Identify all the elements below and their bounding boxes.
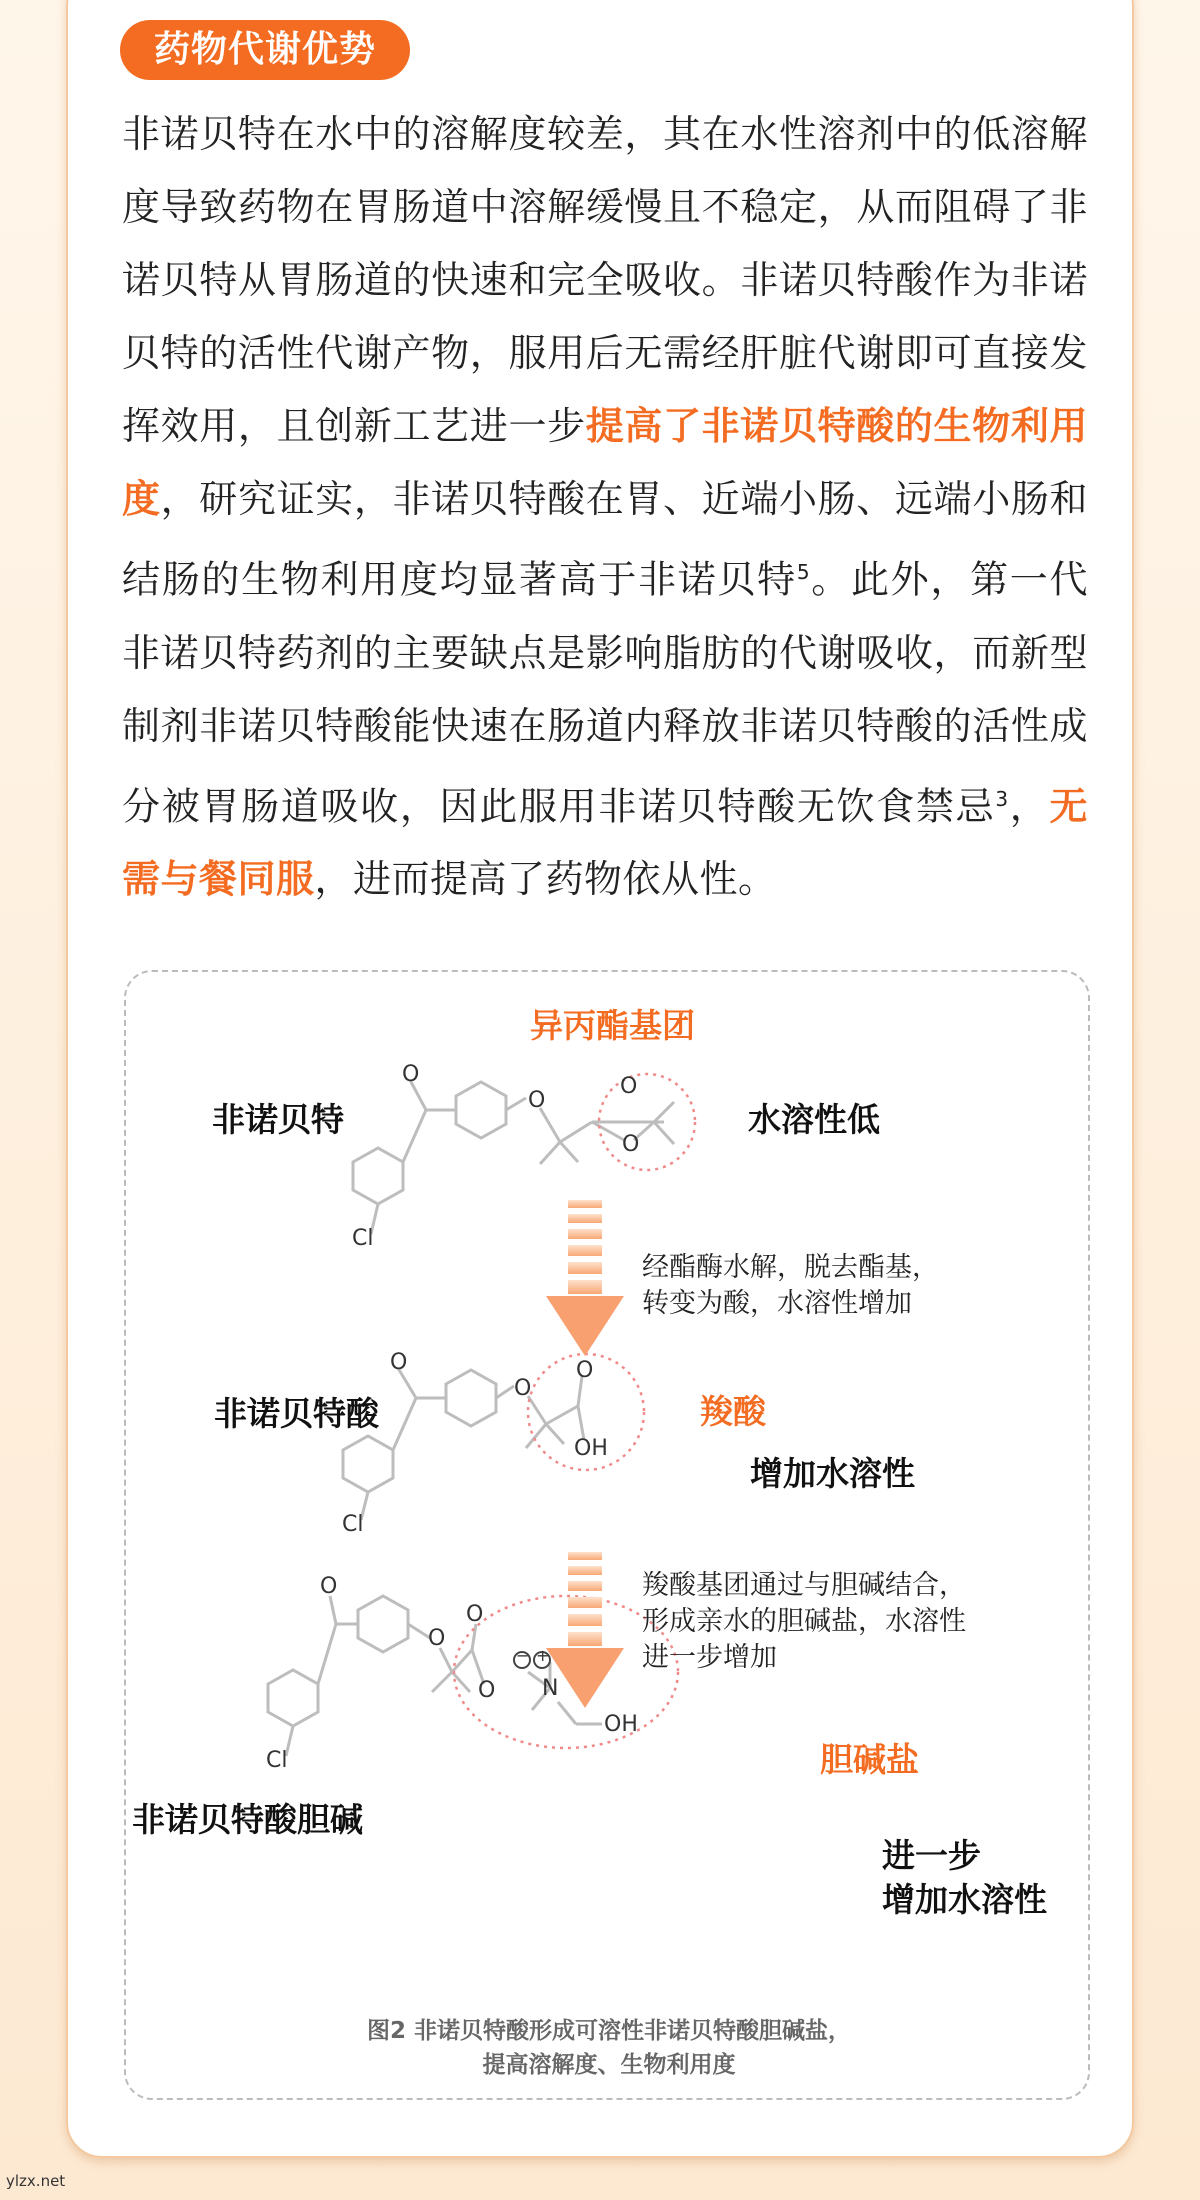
low-solubility-label: 水溶性低 xyxy=(748,1100,880,1139)
body-text-3: 。此外，第一代非诺贝特药剂的主要缺点是影响脂肪的代谢吸收，而新型制剂非诺贝特酸能快速在肠道内释放非诺贝特酸的活性成分被胃肠道吸收，因此服用非诺贝特酸无饮食禁忌 xyxy=(122,557,1088,829)
body-paragraph xyxy=(122,98,1088,916)
atom-o: O xyxy=(576,1358,594,1383)
further-solubility-label-2: 增加水溶性 xyxy=(882,1880,1047,1919)
minus-sign: − xyxy=(516,1646,530,1665)
step-1-text xyxy=(642,1250,939,1322)
reference-3: 3 xyxy=(995,786,1009,811)
further-solubility-label-1: 进一步 xyxy=(882,1836,981,1875)
figure-caption-line-2: 提高溶解度、生物利用度 xyxy=(482,2052,736,2078)
step-2-text xyxy=(642,1568,966,1676)
atom-n: N xyxy=(542,1676,559,1701)
molecule-diagram xyxy=(126,972,1092,2102)
atom-o: O xyxy=(402,1062,420,1087)
body-text-2: ，研究证实，非诺贝特酸在胃、近端小肠、远端小肠和结肠的生物利用度均显著高于非诺贝特 xyxy=(122,477,1088,602)
conversion-arrow-1 xyxy=(546,1200,624,1356)
fenofibric-acid-label: 非诺贝特酸 xyxy=(214,1394,379,1433)
fenofibrate-label: 非诺贝特 xyxy=(212,1100,344,1139)
molecule-fenofibric-acid xyxy=(343,1368,584,1520)
body-text-1: 非诺贝特在水中的溶解度较差，其在水性溶剂中的低溶解度导致药物在胃肠道中溶解缓慢且不稳定，从而阻碍了非诺贝特从胃肠道的快速和完全吸收。非诺贝特酸作为非诺贝特的活性代谢产物，服用后无需经肝脏代谢即可直接发挥效用，且创新工艺进一步 xyxy=(122,112,1088,448)
body-text-4: ， xyxy=(1008,784,1050,829)
atom-o: O xyxy=(428,1626,446,1651)
highlight-bioavailability: 提高了非诺贝特酸的生物利用度 xyxy=(122,404,1088,521)
atom-oh: OH xyxy=(604,1712,638,1737)
highlight-no-food: 无需与餐同服 xyxy=(122,784,1088,902)
atom-o: O xyxy=(622,1132,640,1157)
atom-cl: Cl xyxy=(342,1512,364,1537)
watermark: ylzx.net xyxy=(6,2172,66,2190)
figure-panel xyxy=(124,970,1090,2100)
atom-o: O xyxy=(320,1574,338,1599)
atom-o: O xyxy=(620,1074,638,1099)
atom-o: O xyxy=(514,1376,532,1401)
isopropyl-group-label: 异丙酯基团 xyxy=(530,1006,695,1045)
atom-o: O xyxy=(466,1602,484,1627)
plus-sign: + xyxy=(536,1646,550,1665)
atom-o: O xyxy=(478,1678,496,1703)
step-2-line-1: 羧酸基团通过与胆碱结合， xyxy=(642,1570,966,1601)
step-1-line-1: 经酯酶水解，脱去酯基， xyxy=(642,1252,939,1283)
increase-solubility-label: 增加水溶性 xyxy=(750,1454,915,1493)
step-2-line-2: 形成亲水的胆碱盐，水溶性 xyxy=(642,1606,966,1637)
figure-caption xyxy=(126,2014,1092,2082)
step-2-line-3: 进一步增加 xyxy=(642,1642,777,1673)
carboxyl-group-label: 羧酸 xyxy=(700,1392,766,1431)
choline-fenofibrate-label: 非诺贝特酸胆碱 xyxy=(132,1800,363,1839)
atom-oh: OH xyxy=(574,1436,608,1461)
atom-o: O xyxy=(528,1088,546,1113)
molecule-fenofibrate xyxy=(353,1080,674,1234)
atom-cl: Cl xyxy=(352,1226,374,1251)
reference-5: 5 xyxy=(796,560,811,584)
body-text-5: ，进而提高了药物依从性。 xyxy=(314,857,777,902)
section-title-tag: 药物代谢优势 xyxy=(120,20,410,80)
atom-cl: Cl xyxy=(266,1748,288,1773)
choline-salt-group-label: 胆碱盐 xyxy=(820,1740,919,1779)
atom-o: O xyxy=(390,1350,408,1375)
step-1-line-2: 转变为酸，水溶性增加 xyxy=(642,1288,912,1319)
figure-caption-line-1: 图2 非诺贝特酸形成可溶性非诺贝特酸胆碱盐， xyxy=(366,2018,851,2044)
